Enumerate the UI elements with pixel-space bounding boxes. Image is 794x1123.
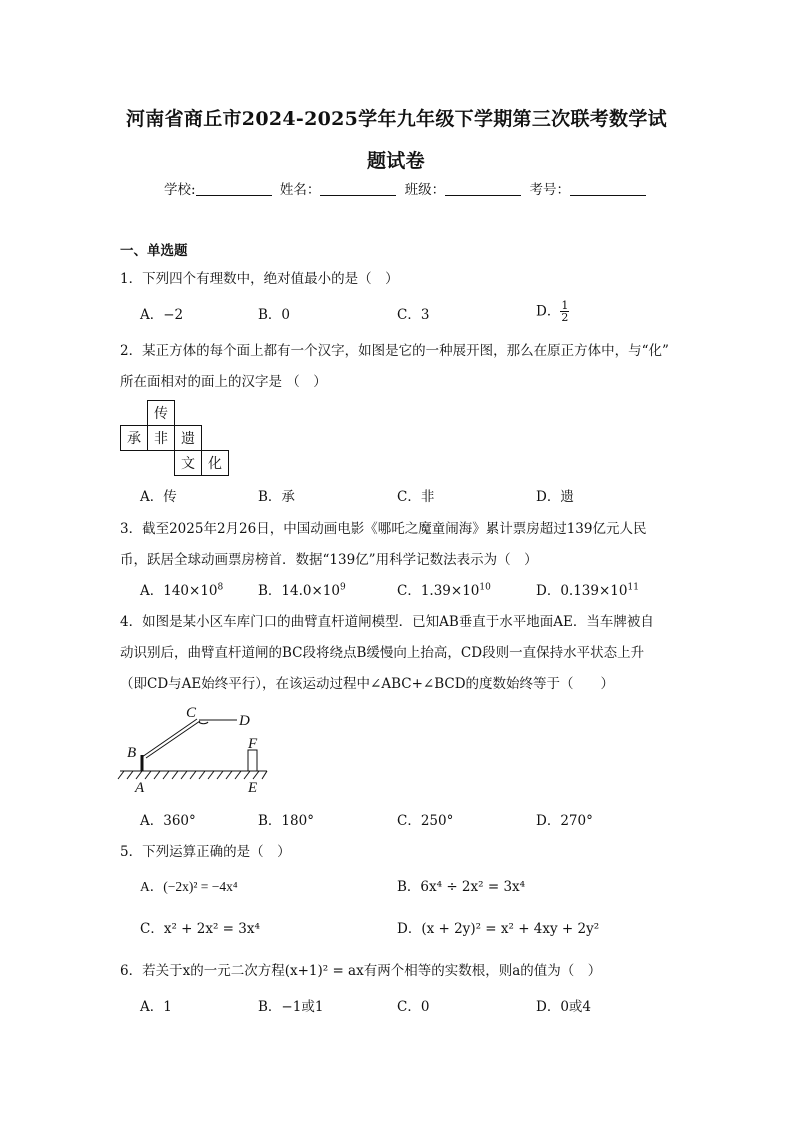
- q1-option-d[interactable]: [536, 300, 569, 323]
- exam-number-label: 考号：: [529, 182, 570, 198]
- q5-option-b[interactable]: B．6x⁴ ÷ 2x² = 3x⁴: [397, 879, 526, 895]
- q5-option-a[interactable]: A．(−2x)² = −4x⁴: [140, 879, 238, 894]
- q1-option-b[interactable]: B．0: [258, 307, 291, 323]
- section-heading: 一、单选题: [120, 243, 188, 259]
- q3-b-exponent: 9: [339, 582, 346, 593]
- info-row: [164, 181, 650, 199]
- arm-bc-inner: [146, 721, 200, 758]
- exam-number-field[interactable]: [570, 182, 646, 196]
- school-label: 学校:: [164, 182, 196, 198]
- q3-option-c[interactable]: [397, 582, 491, 600]
- net-cell: 承: [121, 426, 148, 451]
- angle-mark: [199, 722, 208, 724]
- q2-option-c[interactable]: C．非: [397, 489, 435, 505]
- q6-option-d[interactable]: D．0或4: [536, 999, 592, 1015]
- net-cell: 遗: [175, 426, 202, 451]
- q4-option-a[interactable]: A．360°: [140, 813, 196, 829]
- q3-a-exponent: 8: [217, 582, 224, 593]
- title-line-1: 河南省商丘市2024-2025学年九年级下学期第三次联考数学试: [126, 108, 667, 130]
- q3-c-exponent: 10: [479, 582, 491, 593]
- q1-fraction-numerator: 1: [561, 299, 569, 312]
- q4-line-1: 4．如图是某小区车库门口的曲臂直杆道闸模型．已知AB垂直于水平地面AE．当车牌被自: [120, 614, 654, 630]
- q3-option-b[interactable]: [258, 582, 346, 600]
- gate-figure: [115, 700, 275, 800]
- cube-net-figure: [120, 400, 229, 476]
- q1-fraction: [560, 300, 569, 323]
- label-d: D: [239, 713, 250, 729]
- q1-stem: 1．下列四个有理数中，绝对值最小的是（ ）: [120, 271, 399, 287]
- q2-line-1: 2．某正方体的每个面上都有一个汉字，如图是它的一种展开图，那么在原正方体中，与“化”: [120, 343, 669, 359]
- q3-option-a[interactable]: [140, 582, 223, 600]
- q2-line-2: 所在面相对的面上的汉字是 （ ）: [120, 374, 327, 390]
- post-ef: [248, 750, 257, 771]
- net-cell: 非: [148, 426, 175, 451]
- q2-option-d[interactable]: D．遗: [536, 489, 574, 505]
- school-field[interactable]: [196, 182, 272, 196]
- name-label: 姓名：: [279, 182, 321, 198]
- label-c: C: [186, 705, 197, 721]
- q1-option-c[interactable]: C．3: [397, 307, 430, 323]
- title-line-2: 题试卷: [367, 150, 425, 172]
- q6-option-a[interactable]: A．1: [140, 999, 172, 1015]
- q4-line-2: 动识别后，曲臂直杆道闸的BC段将绕点B缓慢向上抬高，CD段则一直保持水平状态上升: [120, 645, 645, 661]
- name-field[interactable]: [320, 182, 396, 196]
- q4-option-b[interactable]: B．180°: [258, 813, 314, 829]
- q2-option-a[interactable]: A．传: [140, 489, 177, 505]
- q3-line-2: 币，跃居全球动画票房榜首．数据“139亿”用科学记数法表示为（ ）: [120, 552, 538, 568]
- q3-d-exponent: 11: [627, 582, 639, 593]
- arm-bc: [142, 719, 197, 757]
- q3-b-base: B．14.0×10: [258, 583, 340, 599]
- class-field[interactable]: [445, 182, 521, 196]
- ground-hatching: [118, 771, 267, 779]
- q1-option-a[interactable]: A．−2: [140, 307, 184, 323]
- q3-line-1: 3．截至2025年2月26日，中国动画电影《哪吒之魔童闹海》累计票房超过139亿元人民: [120, 521, 647, 537]
- label-f: F: [248, 736, 258, 752]
- q5-option-d[interactable]: D．(x + 2y)² = x² + 4xy + 2y²: [397, 921, 600, 937]
- q5-stem: 5．下列运算正确的是（ ）: [120, 844, 291, 860]
- label-e: E: [248, 780, 258, 796]
- net-cell: 文: [175, 451, 202, 476]
- q3-a-base: A．140×10: [140, 583, 218, 599]
- q6-stem: 6．若关于x的一元二次方程(x+1)² = ax有两个相等的实数根，则a的值为（ ）: [120, 963, 602, 979]
- q3-c-base: C．1.39×10: [397, 583, 480, 599]
- q1-option-d-label: D．: [536, 303, 561, 320]
- net-cell: 化: [202, 451, 229, 476]
- net-cell: 传: [148, 401, 175, 426]
- label-a: A: [135, 780, 145, 796]
- q4-option-c[interactable]: C．250°: [397, 813, 454, 829]
- label-b: B: [127, 745, 137, 761]
- q5-option-c[interactable]: C．x² + 2x² = 3x⁴: [140, 921, 260, 937]
- q3-d-base: D．0.139×10: [536, 583, 628, 599]
- class-label: 班级：: [404, 182, 446, 198]
- q2-option-b[interactable]: B．承: [258, 489, 295, 505]
- q1-fraction-denominator: 2: [561, 311, 569, 324]
- q6-option-c[interactable]: C．0: [397, 999, 430, 1015]
- q4-option-d[interactable]: D．270°: [536, 813, 593, 829]
- q6-option-b[interactable]: B．−1或1: [258, 999, 324, 1015]
- q4-line-3: （即CD与AE始终平行），在该运动过程中∠ABC+∠BCD的度数始终等于（ ）: [120, 676, 615, 692]
- q3-option-d[interactable]: [536, 582, 639, 600]
